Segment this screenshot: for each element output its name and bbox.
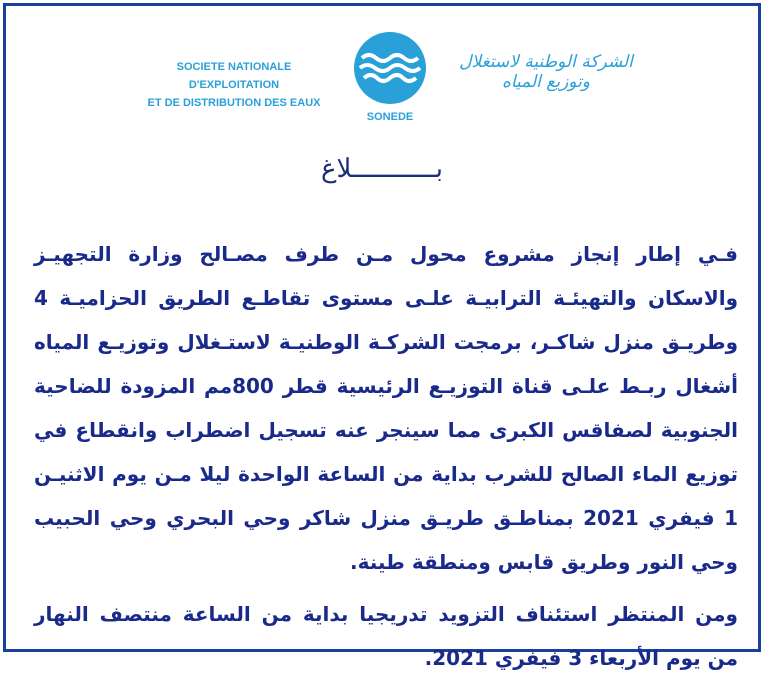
org-name-french-line1: SOCIETE NATIONALE D'EXPLOITATION	[176, 61, 292, 91]
water-waves-icon	[344, 28, 436, 124]
logo-label: SONEDE	[366, 111, 414, 123]
paragraph-1: فـي إطار إنجاز مشروع محول مـن طرف مصـالح وزارة التجهيـز والاسكان والتهيئـة الترابيـة علـى مستوى تقاطـع الطريق الحزاميـة 4 وطريـق منزل شاكـر، برمجت الشركـة الوطنيـة لاستـغلال وتوزيـع المياه أشغال ربـط علـى قناة التوزيـع الرئيسية قطر 800مم المزودة للضاحية الجنوبية لصفاقس الكبرى مما سينجر عنه تسجيل اضطراب وانقطاع في توزيع الماء الصالح للشرب بداية من الساعة الواحدة ليلا مـن يوم الاثنيـن 1 فيفري 2021 بمناطـق طريـق منزل شاكر وحي البحري وحي الحبيب وحي النور وطريق قابس ومنطقة طينة.	[34, 242, 738, 574]
org-name-arabic: الشركة الوطنية لاستغلال وتوزيع المياه	[459, 52, 633, 92]
paragraph-2: ومن المنتظر استئناف التزويد تدريجيا بداية من الساعة منتصف النهار من يوم الأربعاء 3 فيفري 2021.	[34, 602, 738, 670]
org-name-french-line2: ET DE DISTRIBUTION DES EAUX	[147, 97, 321, 109]
page-title: بـــــــــــلاغ	[320, 154, 444, 184]
letterhead	[6, 6, 758, 146]
sonede-logo	[344, 28, 436, 124]
org-name-french	[134, 58, 334, 112]
announcement-body	[34, 232, 738, 680]
document-frame	[3, 3, 761, 670]
